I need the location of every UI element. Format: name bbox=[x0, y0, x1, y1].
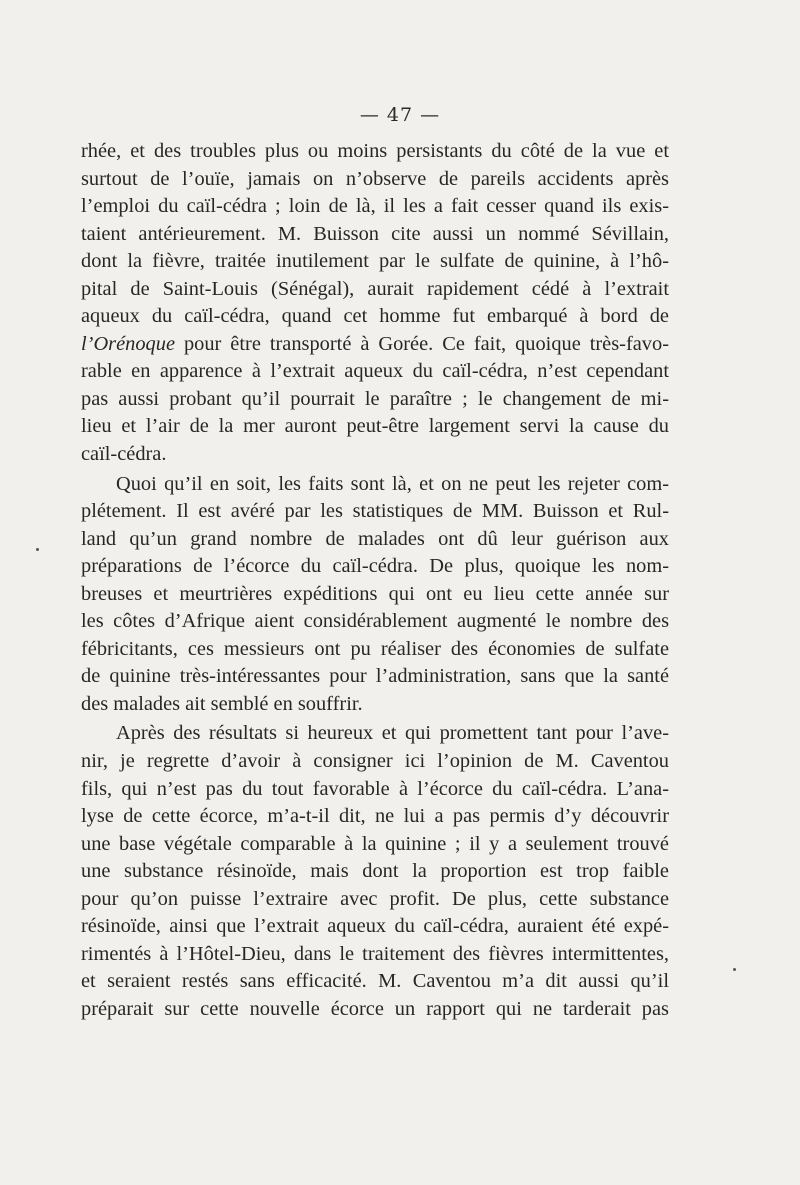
text-line: préparations de l’écorce du caïl-cédra. De plus, quoique les nom- bbox=[81, 555, 669, 578]
text-line: rhée, et des troubles plus ou moins persistants du côté de la vue et bbox=[81, 140, 669, 162]
text-line: fébricitants, ces messieurs ont pu réaliser des économies de sulfate bbox=[81, 637, 669, 660]
paragraph-3 bbox=[81, 720, 669, 1023]
text-line: résinoïde, ainsi que l’extrait aqueux du caïl-cédra, auraient été expé- bbox=[81, 915, 669, 938]
text-line: rimentés à l’Hôtel-Dieu, dans le traitement des fièvres intermittentes, bbox=[81, 942, 669, 965]
text-line: et seraient restés sans efficacité. M. Caventou m’a dit aussi qu’il bbox=[81, 970, 669, 993]
text-line: l’emploi du caïl-cédra ; loin de là, il les a fait cesser quand ils exis- bbox=[81, 195, 669, 218]
text-line: préparait sur cette nouvelle écorce un rapport qui ne tarderait pas bbox=[81, 997, 669, 1020]
text-line-rest: pour être transporté à Gorée. Ce fait, quoique très-favo- bbox=[183, 332, 669, 355]
text-line: plétement. Il est avéré par les statistiques de MM. Buisson et Rul- bbox=[81, 500, 669, 523]
page-number: — 47 — bbox=[359, 104, 441, 126]
text-line: dont la fièvre, traitée inutilement par le sulfate de quinine, à l’hô- bbox=[81, 250, 669, 273]
text-line: pour qu’on puisse l’extraire avec profit. De plus, cette substance bbox=[81, 887, 669, 910]
text-line: aqueux du caïl-cédra, quand cet homme fut embarqué à bord de bbox=[81, 305, 669, 328]
text-line bbox=[81, 331, 669, 359]
text-line: des malades ait semblé en souffrir. bbox=[81, 692, 363, 715]
text-line: taient antérieurement. M. Buisson cite aussi un nommé Sévillain, bbox=[81, 222, 669, 245]
text-line: lieu et l’air de la mer auront peut-être largement servi la cause du bbox=[81, 415, 669, 438]
text-line: surtout de l’ouïe, jamais on n’observe de pareils accidents après bbox=[81, 167, 669, 190]
text-line: nir, je regrette d’avoir à consigner ici l’opinion de M. Caventou bbox=[81, 750, 669, 773]
text-line: rable en apparence à l’extrait aqueux du caïl-cédra, n’est cependant bbox=[81, 360, 669, 383]
text-line: breuses et meurtrières expéditions qui ont eu lieu cette année sur bbox=[81, 582, 669, 605]
text-line: de quinine très-intéressantes pour l’administration, sans que la santé bbox=[81, 665, 669, 688]
text-line: Après des résultats si heureux et qui promettent tant pour l’ave- bbox=[116, 722, 669, 745]
margin-speck bbox=[733, 968, 736, 971]
text-line: fils, qui n’est pas du tout favorable à l’écorce du caïl-cédra. L’ana- bbox=[81, 777, 669, 800]
text-line: caïl-cédra. bbox=[81, 443, 167, 466]
text-line: les côtes d’Afrique aient considérablement augmenté le nombre des bbox=[81, 610, 669, 633]
text-line: une base végétale comparable à la quinine ; il y a seulement trouvé bbox=[81, 832, 669, 855]
paragraph-1 bbox=[81, 138, 669, 469]
text-line: pas aussi probant qu’il pourrait le paraître ; le changement de mi- bbox=[81, 387, 669, 410]
ship-name: l’Orénoque bbox=[81, 332, 175, 355]
text-line: une substance résinoïde, mais dont la proportion est trop faible bbox=[81, 860, 669, 883]
body-text bbox=[81, 138, 669, 1024]
text-line: lyse de cette écorce, m’a-t-il dit, ne lui a pas permis d’y découvrir bbox=[81, 805, 669, 828]
margin-speck bbox=[36, 548, 39, 551]
text-line: Quoi qu’il en soit, les faits sont là, et on ne peut les rejeter com- bbox=[116, 472, 669, 495]
text-line: pital de Saint-Louis (Sénégal), aurait rapidement cédé à l’extrait bbox=[81, 277, 669, 300]
paragraph-2 bbox=[81, 471, 669, 719]
text-line: land qu’un grand nombre de malades ont dû leur guérison aux bbox=[81, 527, 669, 550]
